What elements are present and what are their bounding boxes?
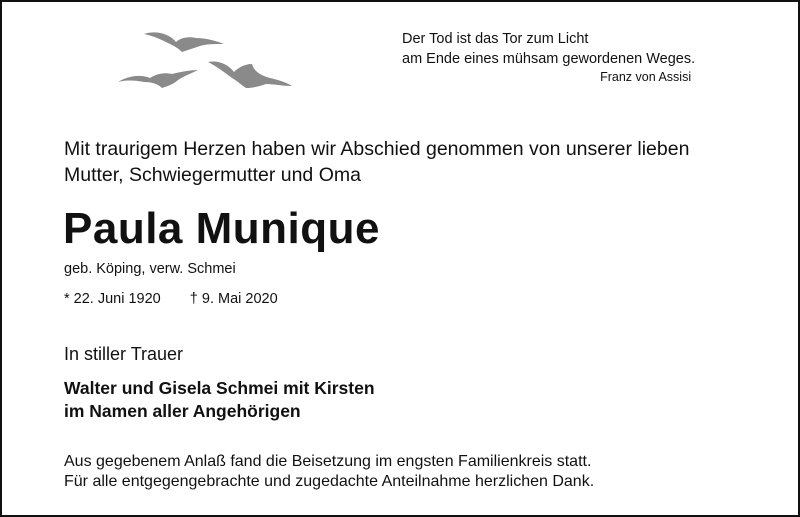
bird-top bbox=[144, 32, 224, 52]
bird-right bbox=[208, 61, 292, 88]
quote-line-1: Der Tod ist das Tor zum Licht bbox=[402, 31, 589, 47]
death-date: † 9. Mai 2020 bbox=[189, 291, 278, 307]
bird-left bbox=[118, 70, 198, 88]
birth-date: * 22. Juni 1920 bbox=[64, 291, 161, 307]
quote-line-2: am Ende eines mühsam gewordenen Weges. bbox=[402, 51, 696, 67]
life-dates bbox=[64, 290, 278, 308]
deceased-name: Paula Munique bbox=[63, 204, 380, 253]
closing-line-2: Für alle entgegengebrachte und zugedachte Anteilnahme herzlichen Dank. bbox=[64, 473, 595, 490]
intro-line-1: Mit traurigem Herzen haben wir Abschied genommen von unserer lieben bbox=[64, 138, 690, 160]
closing-text bbox=[64, 452, 594, 492]
family-signature bbox=[64, 377, 375, 423]
birth-name: geb. Köping, verw. Schmei bbox=[64, 261, 236, 277]
family-line-1: Walter und Gisela Schmei mit Kirsten bbox=[64, 378, 375, 398]
family-line-2: im Namen aller Angehörigen bbox=[64, 401, 301, 421]
closing-line-1: Aus gegebenem Anlaß fand die Beisetzung im engsten Familienkreis statt. bbox=[64, 453, 592, 470]
quote-author: Franz von Assisi bbox=[600, 70, 692, 84]
quote-block bbox=[402, 29, 695, 85]
flying-birds-icon bbox=[114, 24, 304, 96]
intro-text bbox=[64, 136, 689, 188]
intro-line-2: Mutter, Schwiegermutter und Oma bbox=[64, 164, 361, 186]
mourning-label: In stiller Trauer bbox=[64, 344, 184, 364]
